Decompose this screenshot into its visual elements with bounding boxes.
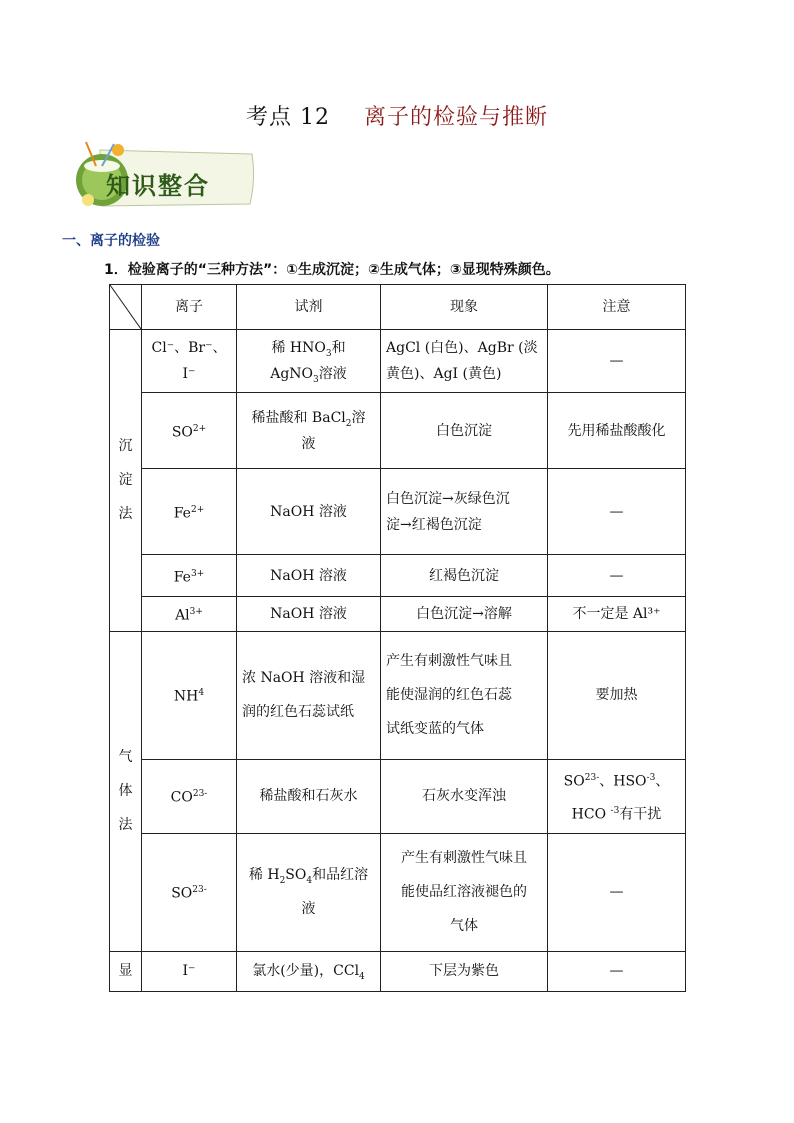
table-row [110, 631, 686, 759]
table-row [110, 469, 686, 555]
table-row [110, 555, 686, 597]
phenomenon-cell: 白色沉淀→溶解 [381, 597, 548, 632]
table-row [110, 330, 686, 393]
phenomenon-cell: 产生有刺激性气味且 能使湿润的红色石蕊 试纸变蓝的气体 [381, 631, 548, 759]
note-cell: 先用稀盐酸酸化 [548, 393, 686, 469]
phenomenon-cell: 下层为紫色 [381, 951, 548, 991]
note-cell: $SO^{23-}$、$HSO^{-3}$、 HCO $^{-3}$有干扰 [548, 759, 686, 833]
reagent-cell: 稀 $HNO_3$和 AgNO$_3$溶液 [237, 330, 381, 393]
phenomenon-cell: 白色沉淀 [381, 393, 548, 469]
section-heading: 一、离子的检验 [62, 233, 160, 249]
ion-cell: $CO^{23-}$ [142, 759, 237, 833]
table-row [110, 833, 686, 951]
category-color: 显 [110, 951, 142, 991]
phenomenon-cell: AgCl (白色)、AgBr (淡 黄色)、AgI (黄色) [381, 330, 548, 393]
phenomenon-cell: 产生有刺激性气味且 能使品红溶液褪色的 气体 [381, 833, 548, 951]
ion-cell: Cl⁻、Br⁻、 I⁻ [142, 330, 237, 393]
table-row [110, 759, 686, 833]
reagent-cell: 稀盐酸和 BaCl$_2$溶 液 [237, 393, 381, 469]
category-precipitation: 沉 淀 法 [110, 330, 142, 632]
page-title [0, 100, 794, 131]
topic-name: 离子的检验与推断 [363, 105, 548, 130]
phenomenon-cell: 红褐色沉淀 [381, 555, 548, 597]
note-cell: 要加热 [548, 631, 686, 759]
table-header-row [110, 285, 686, 330]
section-subheading: 1．检验离子的“三种方法”：①生成沉淀；②生成气体；③显现特殊颜色。 [104, 262, 560, 278]
col-header-note: 注意 [548, 285, 686, 330]
note-cell: — [548, 951, 686, 991]
reagent-cell: NaOH 溶液 [237, 597, 381, 632]
reagent-cell: NaOH 溶液 [237, 469, 381, 555]
ion-cell: $NH^4$ [142, 631, 237, 759]
reagent-cell: 稀盐酸和石灰水 [237, 759, 381, 833]
ion-cell: $SO^{23-}$ [142, 833, 237, 951]
note-cell: — [548, 833, 686, 951]
table-row [110, 393, 686, 469]
note-cell: 不一定是 Al³⁺ [548, 597, 686, 632]
phenomenon-cell: 石灰水变浑浊 [381, 759, 548, 833]
note-cell: — [548, 469, 686, 555]
reagent-cell: 稀 $H_2SO_4$和品红溶 液 [237, 833, 381, 951]
col-header-ion: 离子 [142, 285, 237, 330]
reagent-cell: 浓 NaOH 溶液和湿 润的红色石蕊试纸 [237, 631, 381, 759]
reagent-cell: 氯水(少量)，CCl$_4$ [237, 951, 381, 991]
table-row [110, 951, 686, 991]
note-cell: — [548, 555, 686, 597]
ion-cell: $SO^{2+}$ [142, 393, 237, 469]
phenomenon-cell: 白色沉淀→灰绿色沉 淀→红褐色沉淀 [381, 469, 548, 555]
col-header-phenomenon: 现象 [381, 285, 548, 330]
ion-cell: I⁻ [142, 951, 237, 991]
ion-cell: $Fe^{2+}$ [142, 469, 237, 555]
badge-label: 知识整合 [106, 171, 210, 200]
topic-number: 考点 12 [245, 105, 330, 130]
ion-cell: $Al^{3+}$ [142, 597, 237, 632]
col-header-reagent: 试剂 [237, 285, 381, 330]
ion-cell: $Fe^{3+}$ [142, 555, 237, 597]
table-row [110, 597, 686, 632]
category-gas: 气 体 法 [110, 631, 142, 951]
reagent-cell: NaOH 溶液 [237, 555, 381, 597]
ion-test-table [109, 284, 686, 992]
diagonal-corner-cell [110, 285, 142, 330]
note-cell: — [548, 330, 686, 393]
